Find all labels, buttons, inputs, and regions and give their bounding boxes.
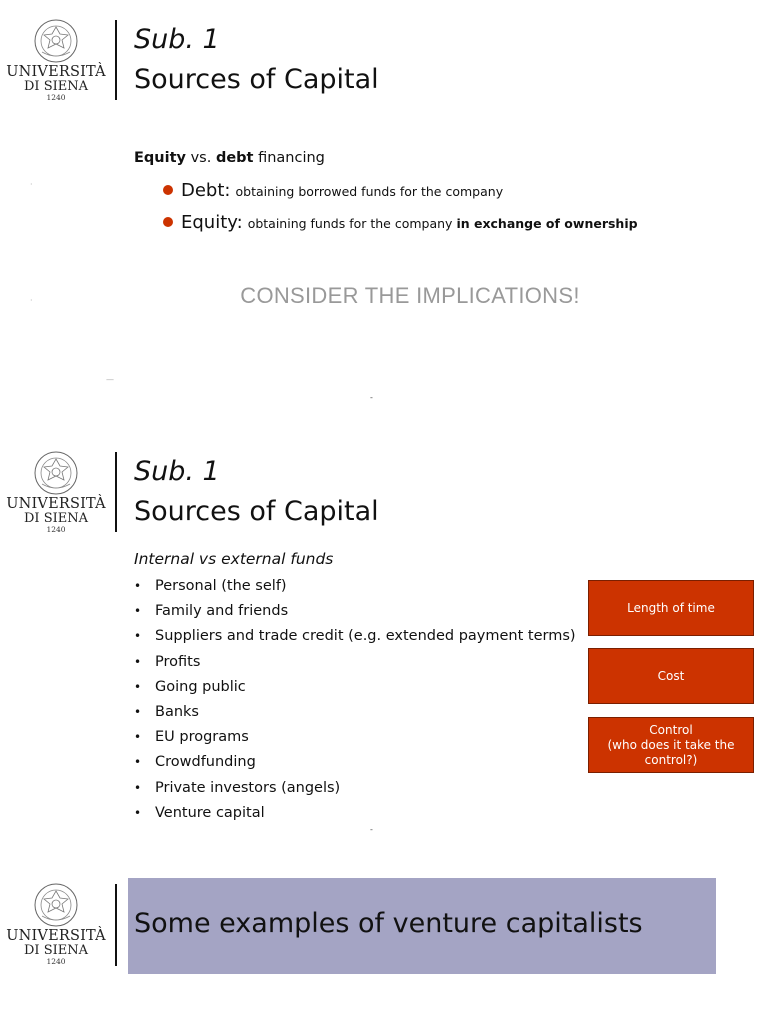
lead-equity: Equity <box>134 150 186 166</box>
university-seal-icon <box>30 18 82 64</box>
list-item <box>134 575 576 600</box>
logo-text-university: UNIVERSITÀ <box>6 64 106 80</box>
list-item-label: Banks <box>155 703 199 720</box>
list-item-label: Personal (the self) <box>155 578 287 594</box>
decorative-mark: - <box>370 825 373 834</box>
slide-title: Sources of Capital <box>134 496 379 527</box>
title-banner <box>128 878 716 974</box>
bullet-icon: • <box>134 755 142 770</box>
list-item <box>134 676 576 701</box>
university-seal-icon <box>30 882 82 928</box>
bullet-icon: • <box>134 679 142 694</box>
bullet-icon: • <box>134 730 142 745</box>
list-item-label: Profits <box>155 653 201 670</box>
university-seal-icon <box>30 450 82 496</box>
bullet-debt <box>163 180 503 201</box>
list-item <box>134 600 576 625</box>
header-divider <box>115 452 117 532</box>
list-item-label: Family and friends <box>155 603 289 620</box>
list-item <box>134 651 576 676</box>
funds-list <box>134 575 576 827</box>
logo-text-year: 1240 <box>46 525 66 534</box>
list-item-label: Venture capital <box>155 804 265 821</box>
list-item-label: Private investors (angels) <box>155 779 341 796</box>
bullet-icon: • <box>134 805 142 820</box>
criteria-box-control: Control (who does it take the control?) <box>588 717 754 773</box>
bullet-equity <box>163 212 638 233</box>
logo-text-siena: DI SIENA <box>24 79 88 94</box>
bullet-emphasis: in exchange of ownership <box>456 216 638 231</box>
bullet-term: Equity: <box>181 212 243 233</box>
university-logo <box>4 450 108 534</box>
header-divider <box>115 884 117 966</box>
decorative-mark: — <box>106 375 114 384</box>
criteria-box-length-of-time: Length of time <box>588 580 754 636</box>
slide-2 <box>0 432 768 864</box>
slide-subtitle: Sub. 1 <box>134 24 220 55</box>
bullet-definition: obtaining borrowed funds for the company <box>235 184 504 199</box>
bullet-icon: • <box>134 579 142 593</box>
lead-debt: debt <box>215 150 254 166</box>
list-item-label: EU programs <box>155 729 249 746</box>
bullet-dot-icon <box>163 217 173 227</box>
bullet-definition: obtaining funds for the company in exchange of ownership <box>247 216 638 231</box>
list-item <box>134 701 576 726</box>
decorative-mark: · <box>30 180 33 189</box>
list-item <box>134 777 576 802</box>
university-logo <box>4 18 108 102</box>
list-item-label: Crowdfunding <box>155 754 256 771</box>
slide-title: Some examples of venture capitalists <box>134 908 643 939</box>
bullet-icon: • <box>134 704 142 719</box>
university-logo <box>4 882 108 966</box>
slide-3 <box>0 864 768 1024</box>
slide-subtitle: Sub. 1 <box>134 456 220 487</box>
bullet-dot-icon <box>163 185 173 195</box>
logo-text-university: UNIVERSITÀ <box>6 496 106 512</box>
header-divider <box>115 20 117 100</box>
bullet-icon: • <box>134 604 142 619</box>
decorative-mark: - <box>370 393 373 402</box>
decorative-mark: · <box>30 296 33 305</box>
bullet-icon: • <box>134 654 142 669</box>
slide-title: Sources of Capital <box>134 64 379 95</box>
consider-banner-text: CONSIDER THE IMPLICATIONS! <box>240 283 580 308</box>
logo-text-university: UNIVERSITÀ <box>6 928 106 944</box>
logo-text-year: 1240 <box>46 957 66 966</box>
list-item-label: Going public <box>155 678 246 695</box>
bullet-icon: • <box>134 780 142 795</box>
list-item-label: Suppliers and trade credit (e.g. extended payment terms) <box>155 628 576 645</box>
list-item <box>134 751 576 776</box>
bullet-term: Debt: <box>181 180 231 201</box>
slide-1 <box>0 0 768 432</box>
lead-text <box>134 150 325 166</box>
criteria-box-cost: Cost <box>588 648 754 704</box>
list-item <box>134 726 576 751</box>
section-subheading: Internal vs external funds <box>134 550 334 568</box>
logo-text-siena: DI SIENA <box>24 511 88 526</box>
list-item <box>134 802 576 827</box>
logo-text-siena: DI SIENA <box>24 943 88 958</box>
lead-vs: vs. <box>185 150 216 166</box>
logo-text-year: 1240 <box>46 93 66 102</box>
list-item <box>134 625 576 650</box>
bullet-icon: • <box>134 629 142 644</box>
lead-financing: financing <box>253 150 325 166</box>
